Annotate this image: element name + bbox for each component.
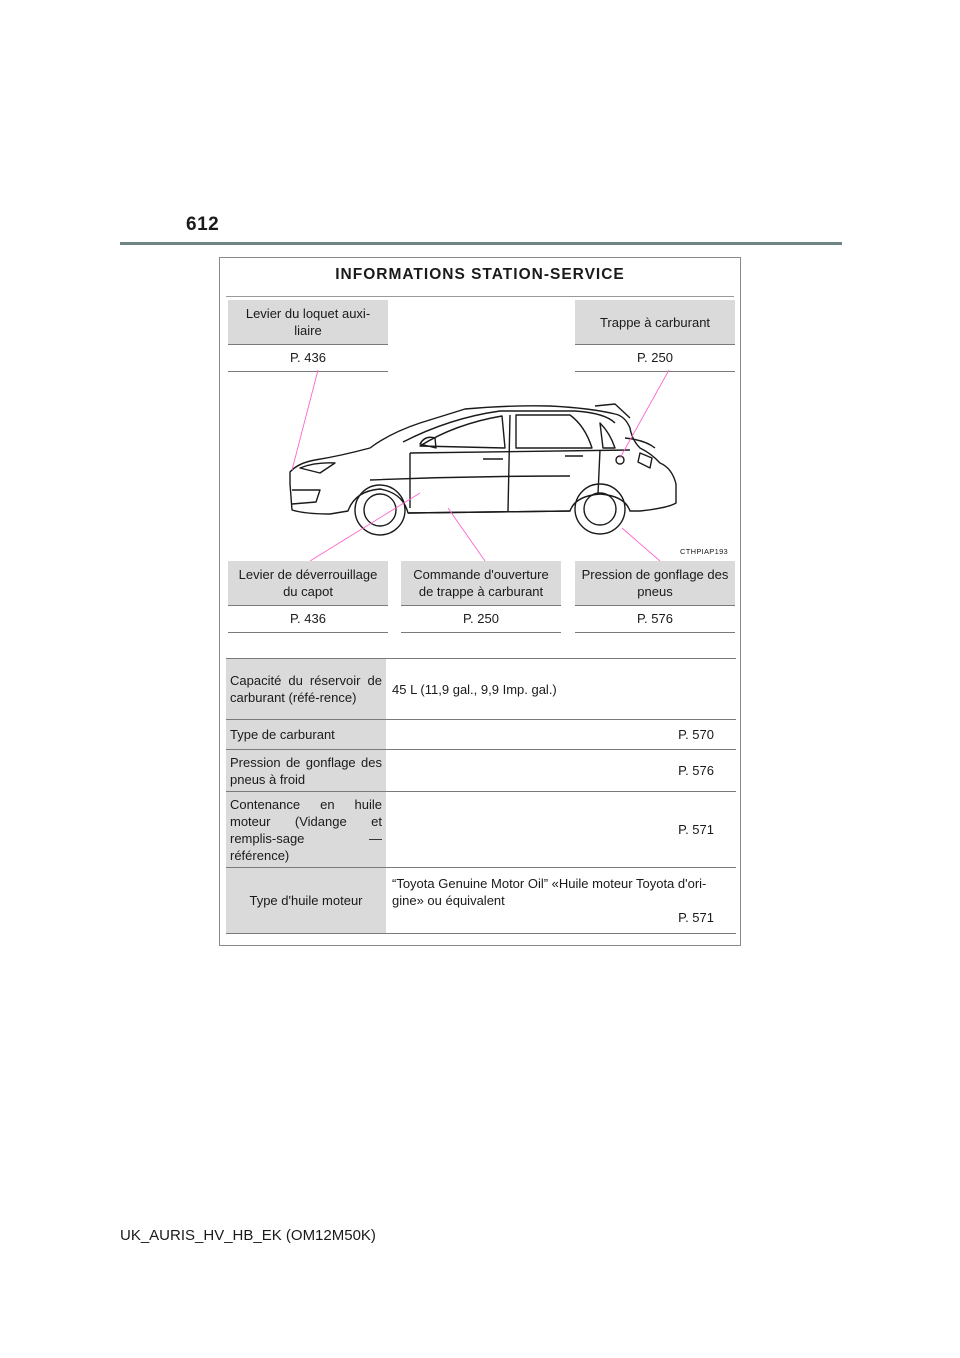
callout-label-text: Pression de gonflage des pneus [581, 567, 729, 599]
callout-ref: P. 250 [575, 345, 735, 372]
spec-ref: P. 570 [678, 727, 714, 742]
callout-label-text: Commande d'ouverture de trappe à carburant [413, 567, 549, 599]
spec-value-text: 45 L (11,9 gal., 9,9 Imp. gal.) [392, 681, 557, 697]
spec-key: Pression de gonflage des pneus à froid [226, 750, 386, 792]
spec-table [226, 658, 736, 934]
callout-label [575, 561, 735, 606]
callout-hood-release [228, 561, 388, 633]
spec-key: Capacité du réservoir de carburant (réfé-rence) [226, 659, 386, 720]
spec-key: Type d'huile moteur [226, 868, 386, 934]
callout-ref: P. 250 [401, 606, 561, 633]
spec-ref: P. 571 [678, 822, 714, 837]
callout-ref: P. 436 [228, 606, 388, 633]
table-row [226, 868, 736, 934]
callout-label [228, 561, 388, 606]
spec-ref: P. 576 [678, 763, 714, 778]
panel-title: INFORMATIONS STATION-SERVICE [335, 266, 625, 283]
callout-label-text: Levier du loquet auxi- liaire [245, 306, 371, 338]
spec-key: Contenance en huile moteur (Vidange et remplis-sage — référence) [226, 792, 386, 868]
spec-value-text: “Toyota Genuine Motor Oil” «Huile moteur Toyota d'ori-gine» ou équivalent [392, 876, 707, 908]
page-number: 612 [186, 214, 220, 235]
figure-code: CTHPIAP193 [680, 547, 729, 556]
spec-value [386, 868, 736, 934]
spec-key: Type de carburant [226, 720, 386, 750]
callout-label [401, 561, 561, 606]
spec-value [386, 792, 736, 868]
spec-value [386, 750, 736, 792]
table-row [226, 750, 736, 792]
callout-label-text: Trappe à carburant [599, 314, 711, 330]
callout-label-text: Levier de déverrouillage du capot [238, 567, 378, 599]
footer-code: UK_AURIS_HV_HB_EK (OM12M50K) [120, 1227, 376, 1244]
callout-fuel-door-opener [401, 561, 561, 633]
spec-ref: P. 571 [678, 910, 714, 925]
header-rule [120, 242, 842, 245]
callout-tire-pressure [575, 561, 735, 633]
table-row [226, 659, 736, 720]
fuel-info-panel [219, 257, 741, 946]
table-row [226, 720, 736, 750]
car-illustration [220, 258, 740, 568]
callout-ref: P. 576 [575, 606, 735, 633]
table-row [226, 792, 736, 868]
callout-ref: P. 436 [228, 345, 388, 372]
spec-value [386, 720, 736, 750]
spec-value [386, 659, 736, 720]
